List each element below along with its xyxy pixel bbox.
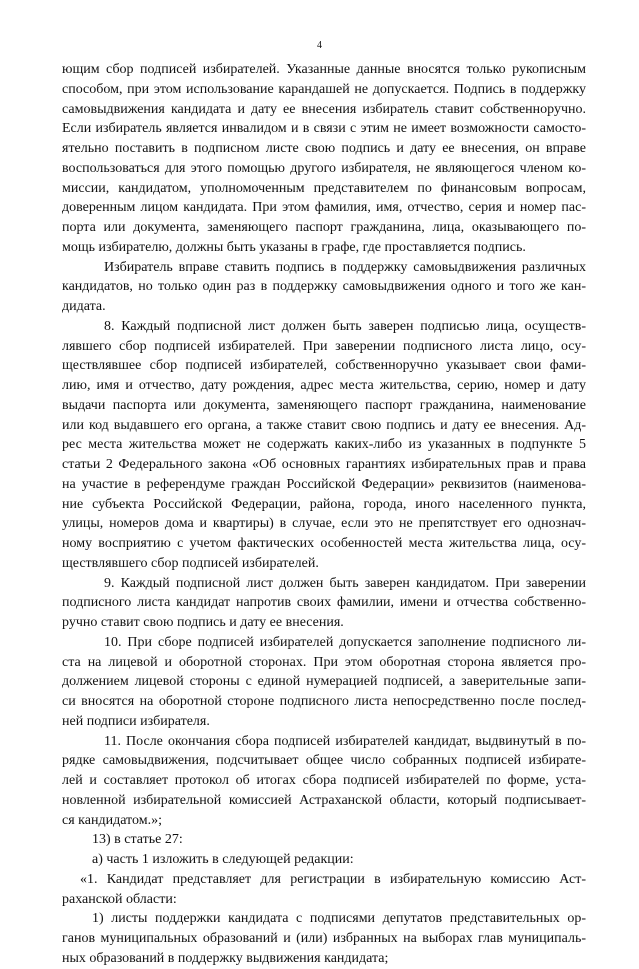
page-number: 4: [317, 40, 322, 51]
text-line: мощь избирателю, должны быть указаны в графе, где проставляется подпись.: [62, 239, 526, 255]
text-line: ществлявшее сбор подписей избирателей, собственноручно указывает свои фами-: [62, 358, 586, 374]
paragraph-start: 13) в статье 27:: [92, 832, 183, 848]
document-body: [62, 60, 586, 969]
text-line: ющим сбор подписей избирателей. Указанные данные вносятся только рукописным: [62, 62, 586, 77]
text-line: порта или документа, заменяющего паспорт гражданина, лица, оказывающего по-: [62, 220, 586, 235]
text-line: ручно ставит свою подпись и дату ее внесения.: [62, 615, 344, 630]
text-line: ние субъекта Российской Федерации, района, города, иного населенного пункта,: [62, 496, 586, 512]
text-line: ней подписи избирателя.: [62, 713, 210, 729]
paragraph-start: а) часть 1 изложить в следующей редакции:: [92, 852, 354, 867]
text-line: ных образований в поддержку выдвижения кандидата;: [62, 950, 389, 966]
text-line: ществлявшего сбор подписей избирателей.: [62, 555, 319, 571]
text-line: самовыдвижения кандидата и дату ее внесения избиратель ставит собственноручно.: [62, 101, 586, 117]
paragraph-start: 8. Каждый подписной лист должен быть заверен подписью лица, осуществ-: [104, 318, 586, 334]
text-line: улицы, номеров дома и квартиры) в случае, если это не препятствует его однознач-: [62, 516, 586, 532]
text-line: си вносятся на оборотной стороне подписного листа непосредственно после послед-: [62, 694, 586, 709]
text-line: лей и составляет протокол об итогах сбора подписей избирателей по форме, уста-: [62, 773, 586, 788]
text-line: на участие в референдуме граждан Российской Федерации» реквизитов (наименова-: [62, 476, 586, 492]
text-line: миссии, кандидатом, уполномоченным представителем по финансовым вопросам,: [62, 180, 586, 196]
text-line: ганов муниципальных образований и (или) избранных на выборах глав муниципаль-: [62, 931, 586, 946]
text-line: должением лицевой стороны с единой нумерацией подписей, а заверительные запи-: [62, 674, 586, 690]
paragraph-start: 11. После окончания сбора подписей избирателей кандидат, выдвинутый в по-: [104, 733, 586, 749]
text-line: статьи 2 Федерального закона «Об основных гарантиях избирательных прав и права: [62, 457, 586, 472]
text-line: ятельно поставить в подписном листе свою подпись и дату ее внесения, он вправе: [62, 141, 586, 156]
text-line: ста на лицевой и оборотной сторонах. При этом оборотная сторона является про-: [62, 654, 586, 670]
paragraph-start: 1) листы поддержки кандидата с подписями депутатов представительных ор-: [92, 911, 586, 927]
text-line: выдачи паспорта или документа, заменяющего паспорт гражданина, наименование: [62, 397, 586, 413]
text-line: лию, имя и отчество, дату рождения, адрес места жительства, серию, номер и дату: [62, 378, 586, 393]
text-line: новленной избирательной комиссией Астраханской области, который подписывает-: [62, 792, 586, 808]
text-line: ному восприятию с учетом фактических особенностей места жительства лица, осу-: [62, 536, 586, 551]
paragraph-start: Избиратель вправе ставить подпись в поддержку самовыдвижения различных: [104, 259, 586, 275]
text-line: Если избиратель является инвалидом и в связи с этим не имеет возможности самосто-: [62, 121, 586, 137]
text-line: доверенным лицом кандидата. При этом фамилия, имя, отчество, серия и номер пас-: [62, 200, 586, 216]
text-line: способом, при этом использование карандашей не допускается. Подпись в поддержку: [62, 81, 586, 97]
text-line: раханской области:: [62, 891, 177, 907]
text-line: рядке самовыдвижения, подсчитывает общее число собранных подписей избирате-: [62, 753, 586, 769]
paragraph-start: 9. Каждый подписной лист должен быть заверен кандидатом. При заверении: [104, 575, 586, 591]
paragraph-start: «1. Кандидат представляет для регистрации в избирательную комиссию Аст-: [80, 871, 586, 887]
text-line: ся кандидатом.»;: [62, 812, 162, 828]
paragraph-start: 10. При сборе подписей избирателей допускается заполнение подписного ли-: [104, 634, 586, 650]
text-line: подписного листа кандидат напротив своих фамилии, имени и отчества собственно-: [62, 595, 586, 611]
text-line: кандидатов, но только один раз в поддержку самовыдвижения одного и того же кан-: [62, 279, 586, 295]
text-line: воспользоваться для этого помощью другого избирателя, не являющегося членом ко-: [62, 160, 586, 176]
text-line: лявшего сбор подписей избирателей. При заверении подписного листа лицо, осу-: [62, 338, 586, 354]
text-line: или код выдавшего его органа, а также ставит свою подпись и дату ее внесения. Ад-: [62, 417, 586, 433]
text-line: дидата.: [62, 299, 106, 314]
text-line: рес места жительства может не содержать каких-либо из указанных в подпункте 5: [62, 437, 586, 453]
